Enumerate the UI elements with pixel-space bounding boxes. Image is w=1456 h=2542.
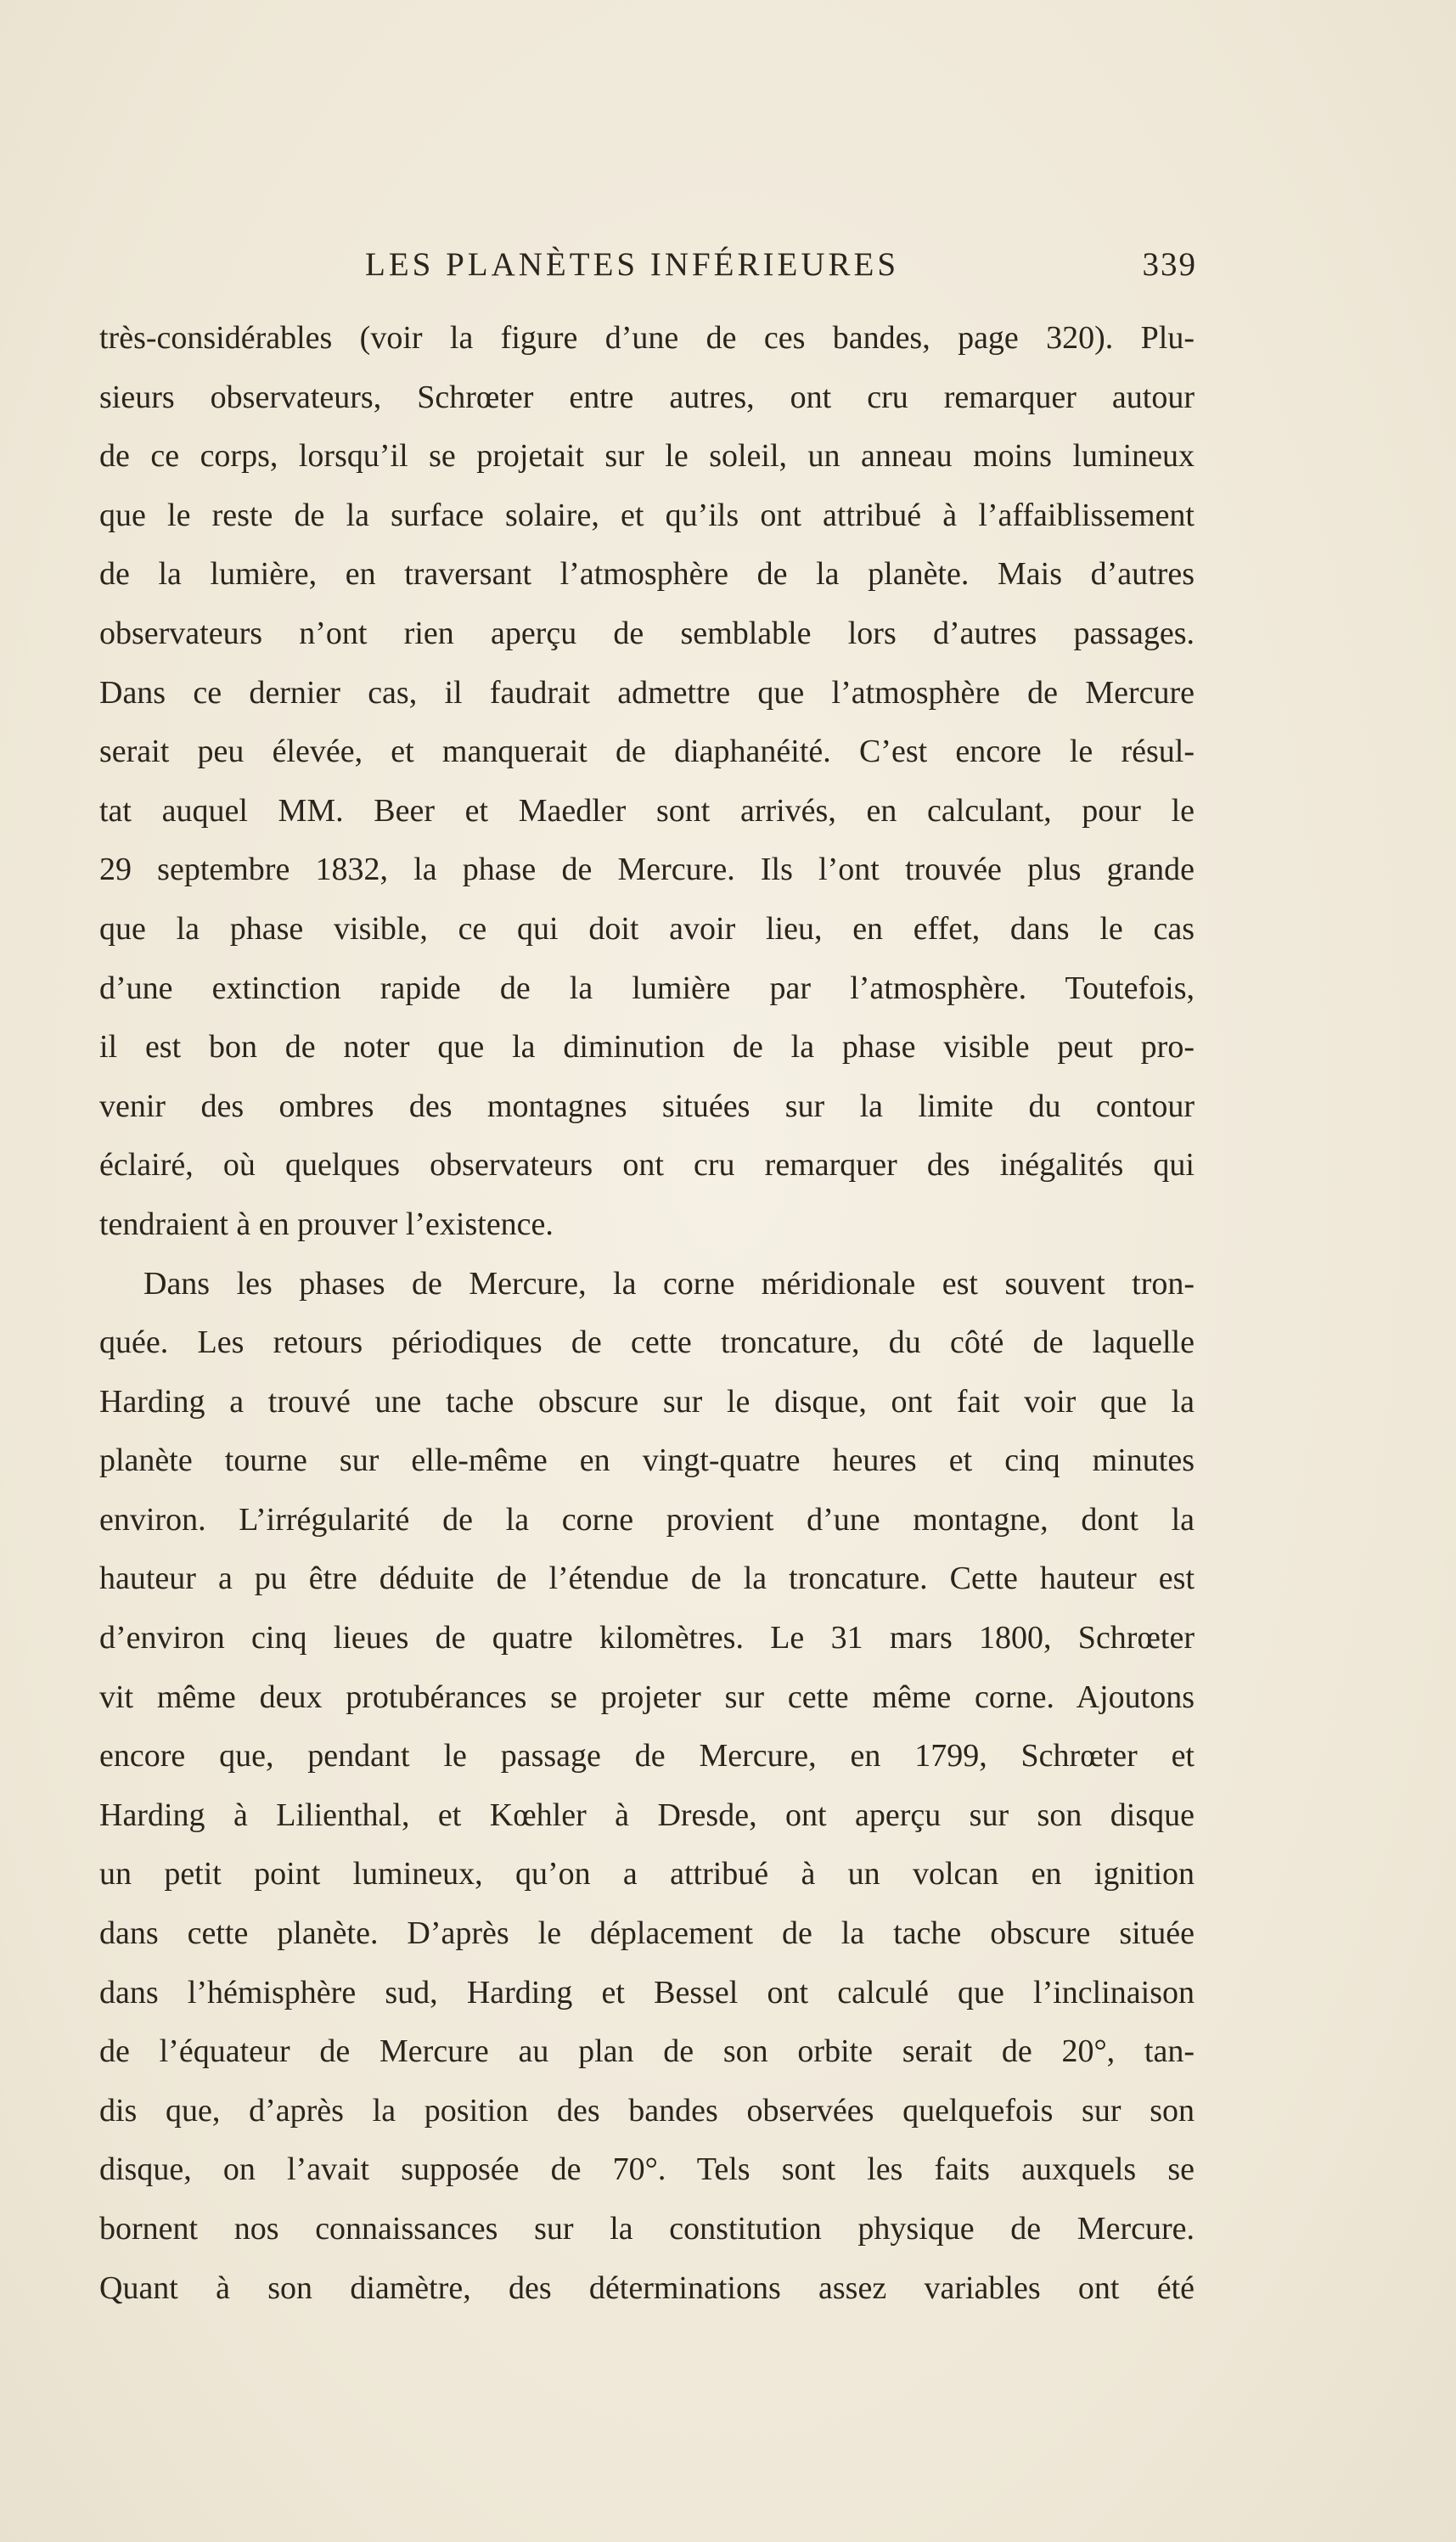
running-title: LES PLANÈTES INFÉRIEURES: [365, 246, 900, 283]
text-line: hauteur a pu être déduite de l’étendue de la troncature. Cette hauteur est: [99, 1561, 1195, 1597]
text-line: Dans les phases de Mercure, la corne méridionale est souvent tron-: [143, 1265, 1195, 1302]
text-line: d’environ cinq lieues de quatre kilomètres. Le 31 mars 1800, Schrœter: [99, 1620, 1195, 1656]
text-line: de la lumière, en traversant l’atmosphère de la planète. Mais d’autres: [99, 556, 1195, 593]
text-line: Harding à Lilienthal, et Kœhler à Dresde, ont aperçu sur son disque: [99, 1797, 1195, 1833]
text-line: venir des ombres des montagnes situées sur la limite du contour: [99, 1088, 1195, 1124]
text-line: planète tourne sur elle-même en vingt-quatre heures et cinq minutes: [99, 1443, 1195, 1479]
text-line: quée. Les retours périodiques de cette troncature, du côté de laquelle: [99, 1324, 1195, 1361]
text-line: Dans ce dernier cas, il faudrait admettre que l’atmosphère de Mercure: [99, 674, 1195, 711]
text-line: disque, on l’avait supposée de 70°. Tels sont les faits auxquels se: [99, 2151, 1195, 2188]
text-line: bornent nos connaissances sur la constitution physique de Mercure.: [99, 2211, 1195, 2247]
text-line: 29 septembre 1832, la phase de Mercure. Ils l’ont trouvée plus grande: [99, 852, 1195, 888]
text-line: Quant à son diamètre, des déterminations assez variables ont été: [99, 2269, 1195, 2306]
body-text: [99, 309, 1195, 2318]
text-line: que le reste de la surface solaire, et qu’ils ont attribué à l’affaiblissement: [99, 497, 1195, 533]
text-line: serait peu élevée, et manquerait de diaphanéité. C’est encore le résul-: [99, 734, 1195, 770]
text-line: de ce corps, lorsqu’il se projetait sur le soleil, un anneau moins lumineux: [99, 438, 1195, 475]
page-header: [365, 239, 1214, 290]
text-line: tat auquel MM. Beer et Maedler sont arrivés, en calculant, pour le: [99, 792, 1195, 829]
text-line: dans cette planète. D’après le déplacement de la tache obscure située: [99, 1915, 1195, 1952]
text-line: éclairé, où quelques observateurs ont cru remarquer des inégalités qui: [99, 1147, 1195, 1184]
text-line: d’une extinction rapide de la lumière par l’atmosphère. Toutefois,: [99, 970, 1195, 1006]
text-line: sieurs observateurs, Schrœter entre autres, ont cru remarquer autour: [99, 379, 1195, 415]
text-line: encore que, pendant le passage de Mercure, en 1799, Schrœter et: [99, 1738, 1195, 1774]
text-line: il est bon de noter que la diminution de la phase visible peut pro-: [99, 1029, 1195, 1066]
text-line: un petit point lumineux, qu’on a attribué à un volcan en ignition: [99, 1856, 1195, 1892]
text-line: dis que, d’après la position des bandes observées quelquefois sur son: [99, 2092, 1195, 2129]
text-line: dans l’hémisphère sud, Harding et Bessel ont calculé que l’inclinaison: [99, 1974, 1195, 2011]
text-line: observateurs n’ont rien aperçu de semblable lors d’autres passages.: [99, 615, 1195, 651]
page-number: 339: [1142, 246, 1197, 283]
text-line: vit même deux protubérances se projeter sur cette même corne. Ajoutons: [99, 1679, 1195, 1715]
text-line: que la phase visible, ce qui doit avoir lieu, en effet, dans le cas: [99, 910, 1195, 947]
text-line: de l’équateur de Mercure au plan de son orbite serait de 20°, tan-: [99, 2033, 1195, 2070]
text-line: Harding a trouvé une tache obscure sur le disque, ont fait voir que la: [99, 1383, 1195, 1420]
text-line: très-considérables (voir la figure d’une de ces bandes, page 320). Plu-: [99, 320, 1195, 356]
text-line: environ. L’irrégularité de la corne provient d’une montagne, dont la: [99, 1501, 1195, 1538]
text-line: tendraient à en prouver l’existence.: [99, 1206, 554, 1242]
